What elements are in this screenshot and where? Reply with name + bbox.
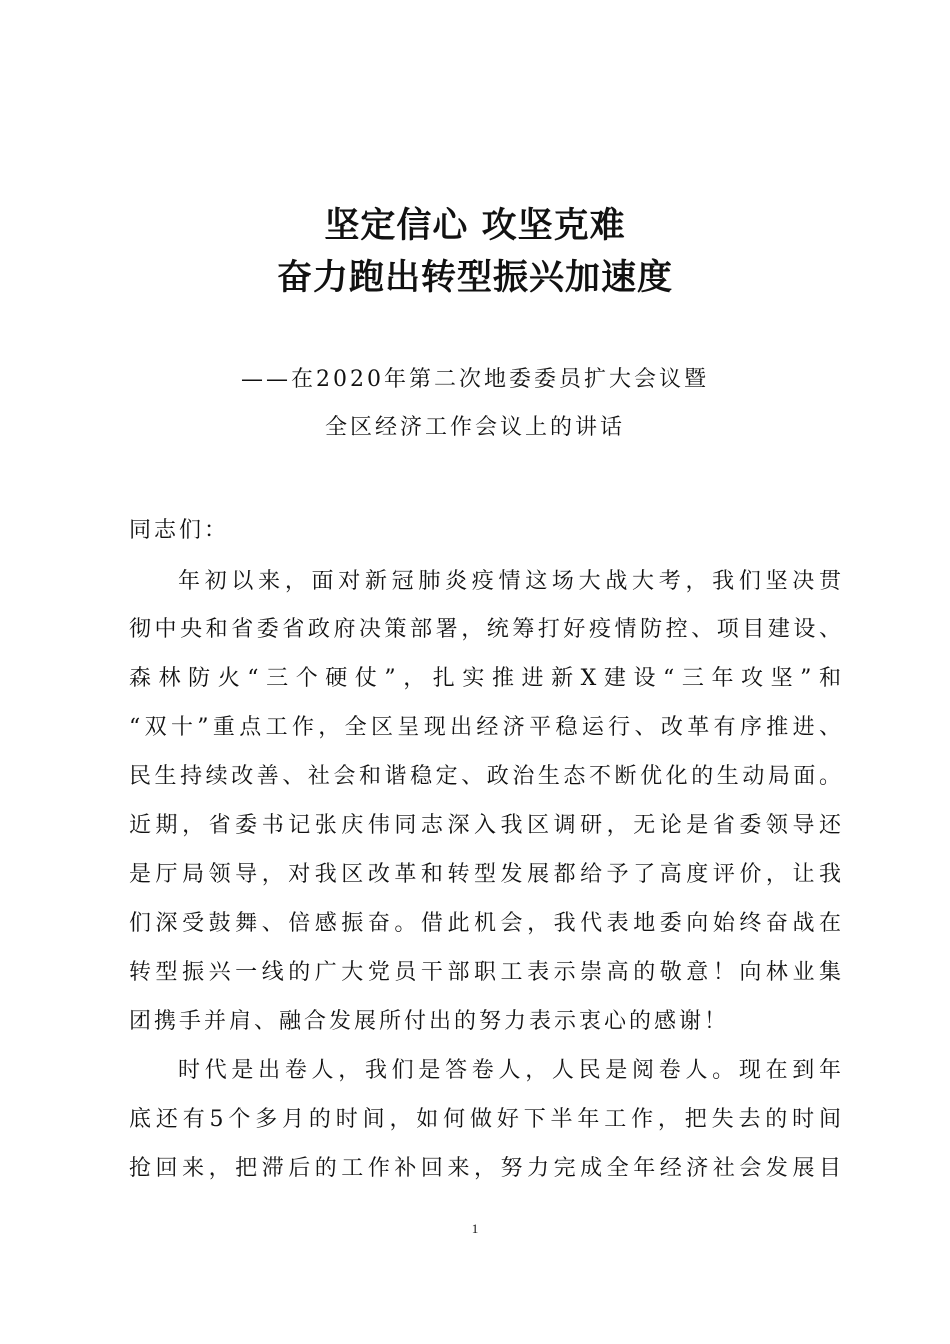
paragraph-line: 转型振兴一线的广大党员干部职工表示崇高的敬意！向林业集 (129, 960, 841, 985)
paragraph-line: 们深受鼓舞、倍感振奋。借此机会，我代表地委向始终奋战在 (129, 911, 841, 936)
paragraph-line: 团携手并肩、融合发展所付出的努力表示衷心的感谢！ (129, 1009, 730, 1034)
document-title-line-2: 奋力跑出转型振兴加速度 (276, 257, 673, 298)
paragraph-line: 近期，省委书记张庆伟同志深入我区调研，无论是省委领导还 (129, 813, 841, 838)
paragraph-line: 底还有5个多月的时间，如何做好下半年工作，把失去的时间 (129, 1107, 841, 1132)
subtitle-line-1: ——在2020年第二次地委委员扩大会议暨 (241, 367, 709, 392)
subtitle-line-2: 全区经济工作会议上的讲话 (324, 415, 625, 440)
paragraph-line: 森林防火“三个硬仗”，扎实推进新X建设“三年攻坚”和 (129, 666, 841, 691)
paragraph-line: 抢回来，把滞后的工作补回来，努力完成全年经济社会发展目 (129, 1156, 841, 1181)
paragraph-line: 年初以来，面对新冠肺炎疫情这场大战大考，我们坚决贯 (178, 569, 841, 594)
paragraph-line: “双十”重点工作，全区呈现出经济平稳运行、改革有序推进、 (129, 715, 841, 740)
paragraph-line: 民生持续改善、社会和谐稳定、政治生态不断优化的生动局面。 (129, 764, 841, 789)
paragraph-line: 是厅局领导，对我区改革和转型发展都给予了高度评价，让我 (129, 862, 841, 887)
page-number: 1 (471, 1221, 479, 1236)
document-title-line-1: 坚定信心 攻坚克难 (324, 205, 626, 246)
paragraph-line: 彻中央和省委省政府决策部署，统筹打好疫情防控、项目建设、 (129, 617, 841, 642)
salutation: 同志们： (129, 518, 230, 543)
paragraph-line: 时代是出卷人，我们是答卷人，人民是阅卷人。现在到年 (178, 1058, 841, 1083)
